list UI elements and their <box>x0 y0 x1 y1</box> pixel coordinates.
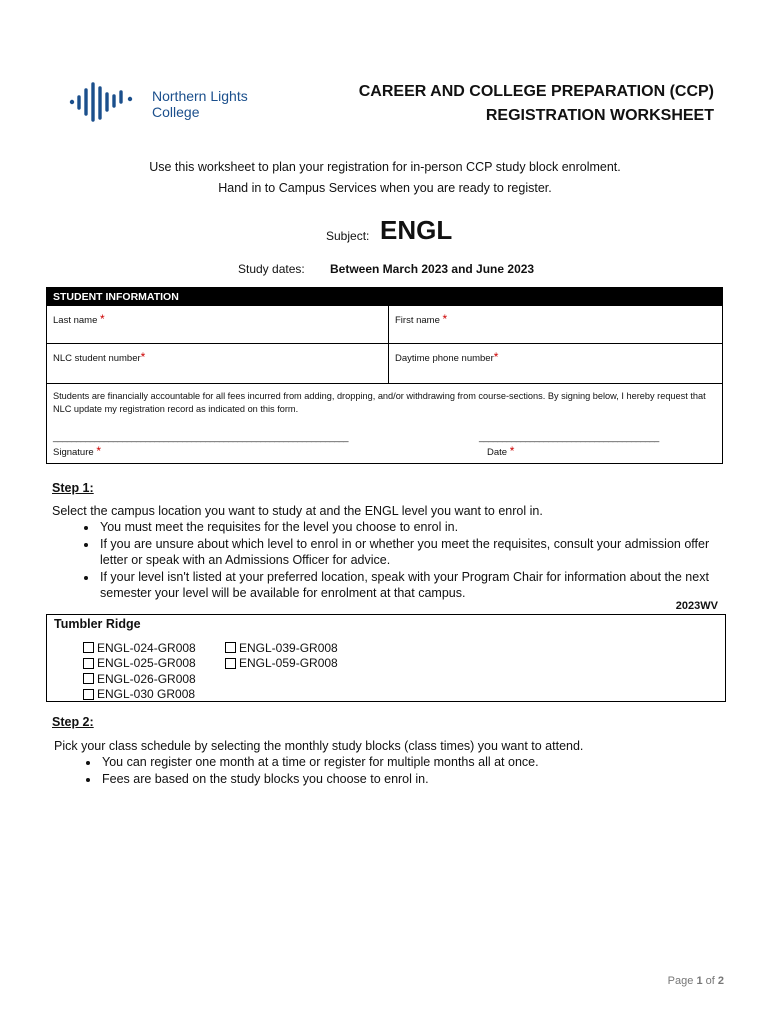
course-option[interactable] <box>83 640 196 656</box>
subject-value: ENGL <box>380 215 453 245</box>
checkbox-icon[interactable] <box>83 689 94 700</box>
step2-bullets <box>54 754 720 787</box>
step1-heading: Step 1: <box>52 481 94 495</box>
title-line-2: REGISTRATION WORKSHEET <box>485 107 714 124</box>
student-number-field[interactable] <box>47 344 389 384</box>
first-name-required: * <box>442 312 448 326</box>
logo-mark-icon <box>68 80 138 126</box>
last-name-label: Last name <box>53 315 98 326</box>
term-code: 2023WV <box>675 600 718 612</box>
intro-line-2: Hand in to Campus Services when you are ready to register. <box>218 181 552 195</box>
date-required: * <box>509 444 515 458</box>
signature-label: Signature <box>53 447 94 458</box>
signature-line[interactable]: ________________________________________________________________ <box>53 432 349 442</box>
first-name-field[interactable] <box>389 306 722 344</box>
page-number <box>668 975 724 987</box>
checkbox-icon[interactable] <box>225 658 236 669</box>
course-option[interactable] <box>83 687 196 703</box>
study-dates-label: Study dates: <box>238 262 305 276</box>
college-logo <box>68 80 268 126</box>
date-label-row <box>487 444 514 458</box>
phone-field[interactable] <box>389 344 722 384</box>
student-info-table <box>46 287 723 464</box>
course-label: ENGL-059-GR008 <box>239 656 338 671</box>
course-option[interactable] <box>83 671 196 687</box>
step2-bullet-1: • You can register one month at a time or register for multiple months all at once. <box>100 754 720 771</box>
step2-bullet-2: • Fees are based on the study blocks you choose to enrol in. <box>100 771 720 788</box>
agreement-section <box>47 384 722 463</box>
course-label: ENGL-025-GR008 <box>97 656 196 671</box>
checkbox-icon[interactable] <box>83 673 94 684</box>
last-name-field[interactable] <box>47 306 389 344</box>
signature-required: * <box>96 444 101 458</box>
location-col-2 <box>225 640 338 671</box>
student-number-required: * <box>140 350 146 364</box>
step2-text: Pick your class schedule by selecting the monthly study blocks (class times) you want to attend. <box>54 739 584 753</box>
checkbox-icon[interactable] <box>225 642 236 653</box>
subject-label: Subject: <box>326 229 370 243</box>
first-name-label: First name <box>395 315 440 326</box>
step1-bullet-1: • You must meet the requisites for the level you choose to enrol in. <box>98 519 718 536</box>
logo-line-1: Northern Lights <box>152 88 248 104</box>
step2-heading: Step 2: <box>52 715 94 729</box>
checkbox-icon[interactable] <box>83 658 94 669</box>
page-of: of <box>705 975 715 987</box>
course-option[interactable] <box>225 640 338 656</box>
location-col-1 <box>83 640 196 702</box>
study-dates-value: Between March 2023 and June 2023 <box>330 262 535 276</box>
course-label: ENGL-030 GR008 <box>97 687 196 702</box>
page-title <box>359 80 714 128</box>
intro-line-1: Use this worksheet to plan your registration for in-person CCP study block enrolment. <box>149 160 621 174</box>
page-current: 1 <box>696 975 703 987</box>
course-option[interactable] <box>83 656 196 672</box>
course-label: ENGL-024-GR008 <box>97 640 196 655</box>
step1-bullet-3: • If your level isn't listed at your preferred location, speak with your Program Chair for information about the next semester your level will be available for enrolment at that campus. <box>98 569 718 602</box>
date-line[interactable]: _______________________________________ <box>479 432 659 442</box>
last-name-required: * <box>100 312 105 326</box>
location-box <box>46 614 726 702</box>
phone-required: * <box>493 350 499 364</box>
course-label: ENGL-026-GR008 <box>97 671 196 686</box>
student-info-header: STUDENT INFORMATION <box>47 288 722 306</box>
agreement-text: Students are financially accountable for all fees incurred from adding, dropping, and/or withdrawing from course-sections. By signing below, I hereby request that NLC update my registration record as indicated on this form. <box>53 391 706 414</box>
date-label: Date <box>487 447 508 458</box>
location-name: Tumbler Ridge <box>54 617 141 631</box>
course-label: ENGL-039-GR008 <box>239 640 338 655</box>
logo-line-2: College <box>152 104 200 120</box>
student-number-label: NLC student number <box>53 353 141 364</box>
signature-label-row <box>53 444 101 458</box>
title-line-1: CAREER AND COLLEGE PREPARATION (CCP) <box>358 83 714 100</box>
step1-bullet-2: • If you are unsure about which level to enrol in or whether you meet the requisites, consult your admission offer letter or speak with an Admissions Officer for advice. <box>98 536 718 569</box>
page-prefix: Page <box>667 975 694 987</box>
phone-label: Daytime phone number <box>395 353 494 364</box>
step1-text: Select the campus location you want to study at and the ENGL level you want to enrol in. <box>52 504 543 518</box>
course-option[interactable] <box>225 656 338 672</box>
page-total: 2 <box>717 975 724 987</box>
step1-bullets <box>52 519 718 602</box>
checkbox-icon[interactable] <box>83 642 94 653</box>
